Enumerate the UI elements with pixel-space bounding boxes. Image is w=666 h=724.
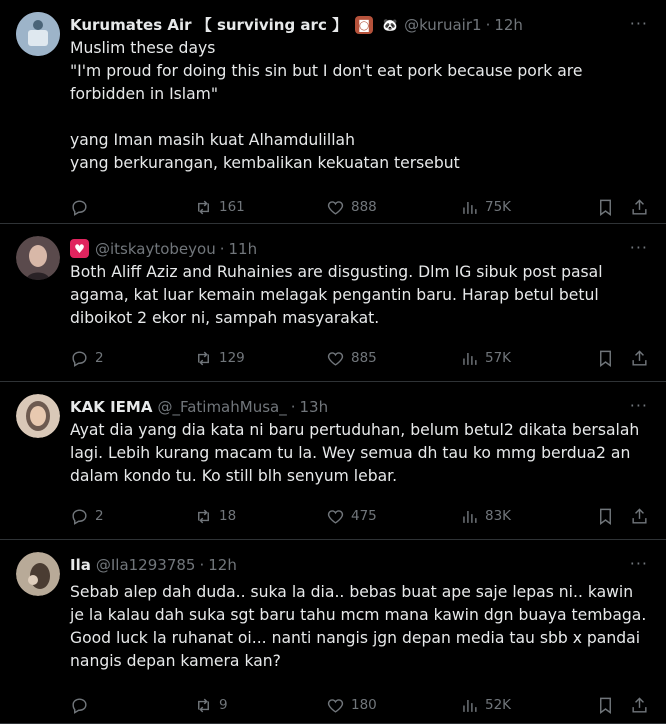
views-button[interactable] xyxy=(460,696,596,715)
heart-icon xyxy=(326,507,345,526)
retweet-button[interactable] xyxy=(194,349,326,368)
timestamp[interactable]: 12h xyxy=(494,15,523,34)
retweet-icon xyxy=(194,349,213,368)
reply-button[interactable] xyxy=(70,507,194,526)
retweet-button[interactable] xyxy=(194,198,326,217)
reply-button[interactable] xyxy=(70,349,194,368)
more-options-icon[interactable]: ··· xyxy=(629,396,648,415)
handle[interactable]: @Ila1293785 xyxy=(95,555,196,574)
display-name[interactable]: KAK IEMA xyxy=(70,397,153,416)
tweet[interactable] xyxy=(0,224,666,382)
handle[interactable]: @_FatimahMusa_ xyxy=(157,397,287,416)
like-count: 180 xyxy=(351,697,377,713)
heart-emoji-icon: ♥ xyxy=(70,239,89,258)
reply-count: 2 xyxy=(95,350,104,366)
bookmark-icon xyxy=(596,349,615,368)
share-icon xyxy=(630,696,649,715)
tweet-text: Ayat dia yang dia kata ni baru pertuduhan, belum betul2 dikata bersalah lagi. Lebih kurang macam tu la. Wey semua dh tau ko mmg berdua2 an dalam kondo tu. Ko still blh senyum lebar. xyxy=(70,421,645,485)
share-icon xyxy=(630,349,649,368)
avatar[interactable] xyxy=(16,552,60,596)
separator: · xyxy=(485,15,491,34)
tweet[interactable] xyxy=(0,382,666,540)
action-bar xyxy=(70,498,650,534)
views-icon xyxy=(460,507,479,526)
separator: · xyxy=(199,555,205,574)
tweet[interactable] xyxy=(0,540,666,724)
reply-icon xyxy=(70,507,89,526)
like-button[interactable] xyxy=(326,198,460,217)
share-button[interactable] xyxy=(630,507,649,526)
views-count: 83K xyxy=(485,508,512,524)
retweet-button[interactable] xyxy=(194,507,326,526)
bookmark-button[interactable] xyxy=(596,507,630,526)
display-name[interactable]: Kurumates Air 【 surviving arc 】 xyxy=(70,16,348,34)
views-button[interactable] xyxy=(460,507,596,526)
retweet-count: 18 xyxy=(219,508,237,524)
bookmark-icon xyxy=(596,507,615,526)
share-icon xyxy=(630,198,649,217)
views-count: 57K xyxy=(485,350,512,366)
avatar[interactable] xyxy=(16,236,60,280)
bookmark-button[interactable] xyxy=(596,696,630,715)
mask-icon: ◙ xyxy=(355,16,373,34)
views-icon xyxy=(460,696,479,715)
tweet-text: Muslim these days "I'm proud for doing this sin but I don't eat pork because pork are forbidden in Islam" yang Iman masih kuat Alhamdulillah yang berkurangan, kembalikan kekuatan tersebut xyxy=(70,39,583,172)
views-button[interactable] xyxy=(460,198,596,217)
like-count: 885 xyxy=(351,350,377,366)
views-button[interactable] xyxy=(460,349,596,368)
handle[interactable]: @itskaytobeyou xyxy=(95,239,216,258)
timestamp[interactable]: 13h xyxy=(299,397,329,416)
share-button[interactable] xyxy=(630,198,649,217)
more-options-icon[interactable]: ··· xyxy=(629,14,648,33)
reply-icon xyxy=(70,198,89,217)
action-bar xyxy=(70,189,650,225)
reply-count: 2 xyxy=(95,508,104,524)
retweet-count: 9 xyxy=(219,697,228,713)
retweet-icon xyxy=(194,198,213,217)
views-count: 52K xyxy=(485,697,512,713)
heart-icon xyxy=(326,696,345,715)
tweet-text: Both Aliff Aziz and Ruhainies are disgusting. Dlm IG sibuk post pasal agama, kat luar kemain melagak pengantin baru. Harap betul betul diboikot 2 ekor ni, sampah masyarakat. xyxy=(70,263,608,327)
tweet[interactable] xyxy=(0,0,666,224)
share-button[interactable] xyxy=(630,696,649,715)
display-name[interactable]: Ila xyxy=(70,555,91,574)
bookmark-button[interactable] xyxy=(596,198,630,217)
bookmark-icon xyxy=(596,198,615,217)
retweet-button[interactable] xyxy=(194,696,326,715)
views-icon xyxy=(460,349,479,368)
bookmark-button[interactable] xyxy=(596,349,630,368)
tweet-text: Sebab alep dah duda.. suka la dia.. bebas buat ape saje lepas ni.. kawin je la kalau dah suka sgt baru tahu mcm mana kawin dgn buaya tembaga. Good luck la ruhanat oi... nanti nangis jgn depan media tau sbb x pandai nangis depan kamera kan? xyxy=(70,583,652,670)
like-button[interactable] xyxy=(326,696,460,715)
separator: · xyxy=(290,397,296,416)
action-bar xyxy=(70,340,650,376)
reply-icon xyxy=(70,349,89,368)
like-button[interactable] xyxy=(326,507,460,526)
avatar[interactable] xyxy=(16,12,60,56)
avatar[interactable] xyxy=(16,394,60,438)
bookmark-icon xyxy=(596,696,615,715)
separator: · xyxy=(219,239,225,258)
reply-button[interactable] xyxy=(70,198,194,217)
share-icon xyxy=(630,507,649,526)
timestamp[interactable]: 11h xyxy=(228,239,258,258)
retweet-icon xyxy=(194,696,213,715)
reply-icon xyxy=(70,696,89,715)
like-count: 475 xyxy=(351,508,377,524)
retweet-count: 161 xyxy=(219,199,245,215)
action-bar xyxy=(70,687,650,723)
reply-button[interactable] xyxy=(70,696,194,715)
like-count: 888 xyxy=(351,199,377,215)
handle[interactable]: @kuruair1 xyxy=(404,15,482,34)
timestamp[interactable]: 12h xyxy=(208,555,237,574)
more-options-icon[interactable]: ··· xyxy=(629,554,648,573)
retweet-count: 129 xyxy=(219,350,245,366)
views-count: 75K xyxy=(485,199,512,215)
like-button[interactable] xyxy=(326,349,460,368)
heart-icon xyxy=(326,349,345,368)
heart-icon xyxy=(326,198,345,217)
panda-emoji: 🐼 xyxy=(382,17,398,32)
views-icon xyxy=(460,198,479,217)
retweet-icon xyxy=(194,507,213,526)
share-button[interactable] xyxy=(630,349,649,368)
more-options-icon[interactable]: ··· xyxy=(629,238,648,257)
